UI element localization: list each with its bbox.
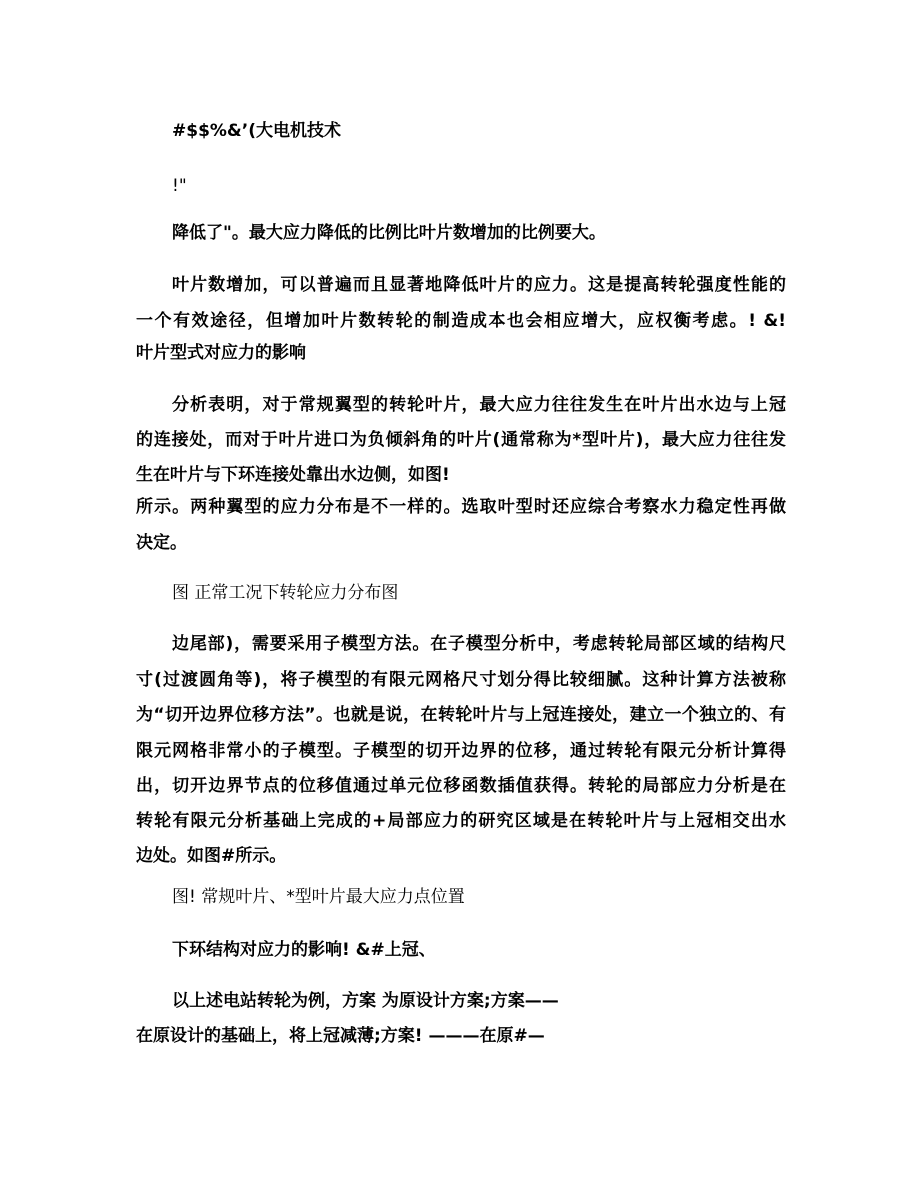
paragraph-4-line-6: 转轮有限元分析基础上完成的+局部应力的研究区域是在转轮叶片与上冠相交出水 xyxy=(136,811,786,831)
paragraph-3-line-1: 分析表明，对于常规翼型的转轮叶片，最大应力往往发生在叶片出水边与上冠 xyxy=(172,395,786,415)
paragraph-4-line-4: 限元网格非常小的子模型。子模型的切开边界的位移，通过转轮有限元分析计算得 xyxy=(136,741,786,761)
paragraph-1: 降低了"。最大应力降低的比例比叶片数增加的比例要大。 xyxy=(172,223,606,243)
paragraph-2-line-2: 一个有效途径，但增加叶片数转轮的制造成本也会相应增大，应权衡考虑。! &! xyxy=(136,311,786,331)
figure-caption-1: 图 正常工况下转轮应力分布图 xyxy=(172,583,399,603)
paragraph-3-line-3: 生在叶片与下环连接处靠出水边侧，如图! xyxy=(136,465,450,485)
figure-caption-2: 图! 常规叶片、*型叶片最大应力点位置 xyxy=(172,887,465,907)
paragraph-5-line-1: 以上述电站转轮为例，方案 为原设计方案;方案—— xyxy=(172,991,559,1011)
paragraph-5-line-2: 在原设计的基础上，将上冠减薄;方案! ———在原#— xyxy=(136,1026,545,1046)
section-heading-blade-type: 叶片型式对应力的影响 xyxy=(136,343,306,363)
paragraph-4-line-2: 寸(过渡圆角等)，将子模型的有限元网格尺寸划分得比较细腻。这种计算方法被称 xyxy=(136,670,786,690)
page-mark: !" xyxy=(172,176,187,196)
paragraph-4-line-3: 为“切开边界位移方法”。也就是说，在转轮叶片与上冠连接处，建立一个独立的、有 xyxy=(136,705,786,725)
running-header: #$$%&’(大电机技术 xyxy=(172,121,341,141)
paragraph-4-line-7: 边处。如图#所示。 xyxy=(136,846,287,866)
paragraph-3-line-2: 的连接处，而对于叶片进口为负倾斜角的叶片(通常称为*型叶片)，最大应力往往发 xyxy=(136,430,786,450)
paragraph-3-line-5: 决定。 xyxy=(136,533,187,553)
section-heading-lower-ring: 下环结构对应力的影响! &#上冠、 xyxy=(172,940,436,960)
paragraph-3-line-4: 所示。两种翼型的应力分布是不一样的。选取叶型时还应综合考察水力稳定性再做 xyxy=(136,497,786,517)
paragraph-4-line-1: 边尾部)，需要采用子模型方法。在子模型分析中，考虑转轮局部区域的结构尺 xyxy=(172,634,786,654)
paragraph-2-line-1: 叶片数增加，可以普遍而且显著地降低叶片的应力。这是提高转轮强度性能的 xyxy=(172,275,786,295)
paragraph-4-line-5: 出，切开边界节点的位移值通过单元位移函数插值获得。转轮的局部应力分析是在 xyxy=(136,776,786,796)
